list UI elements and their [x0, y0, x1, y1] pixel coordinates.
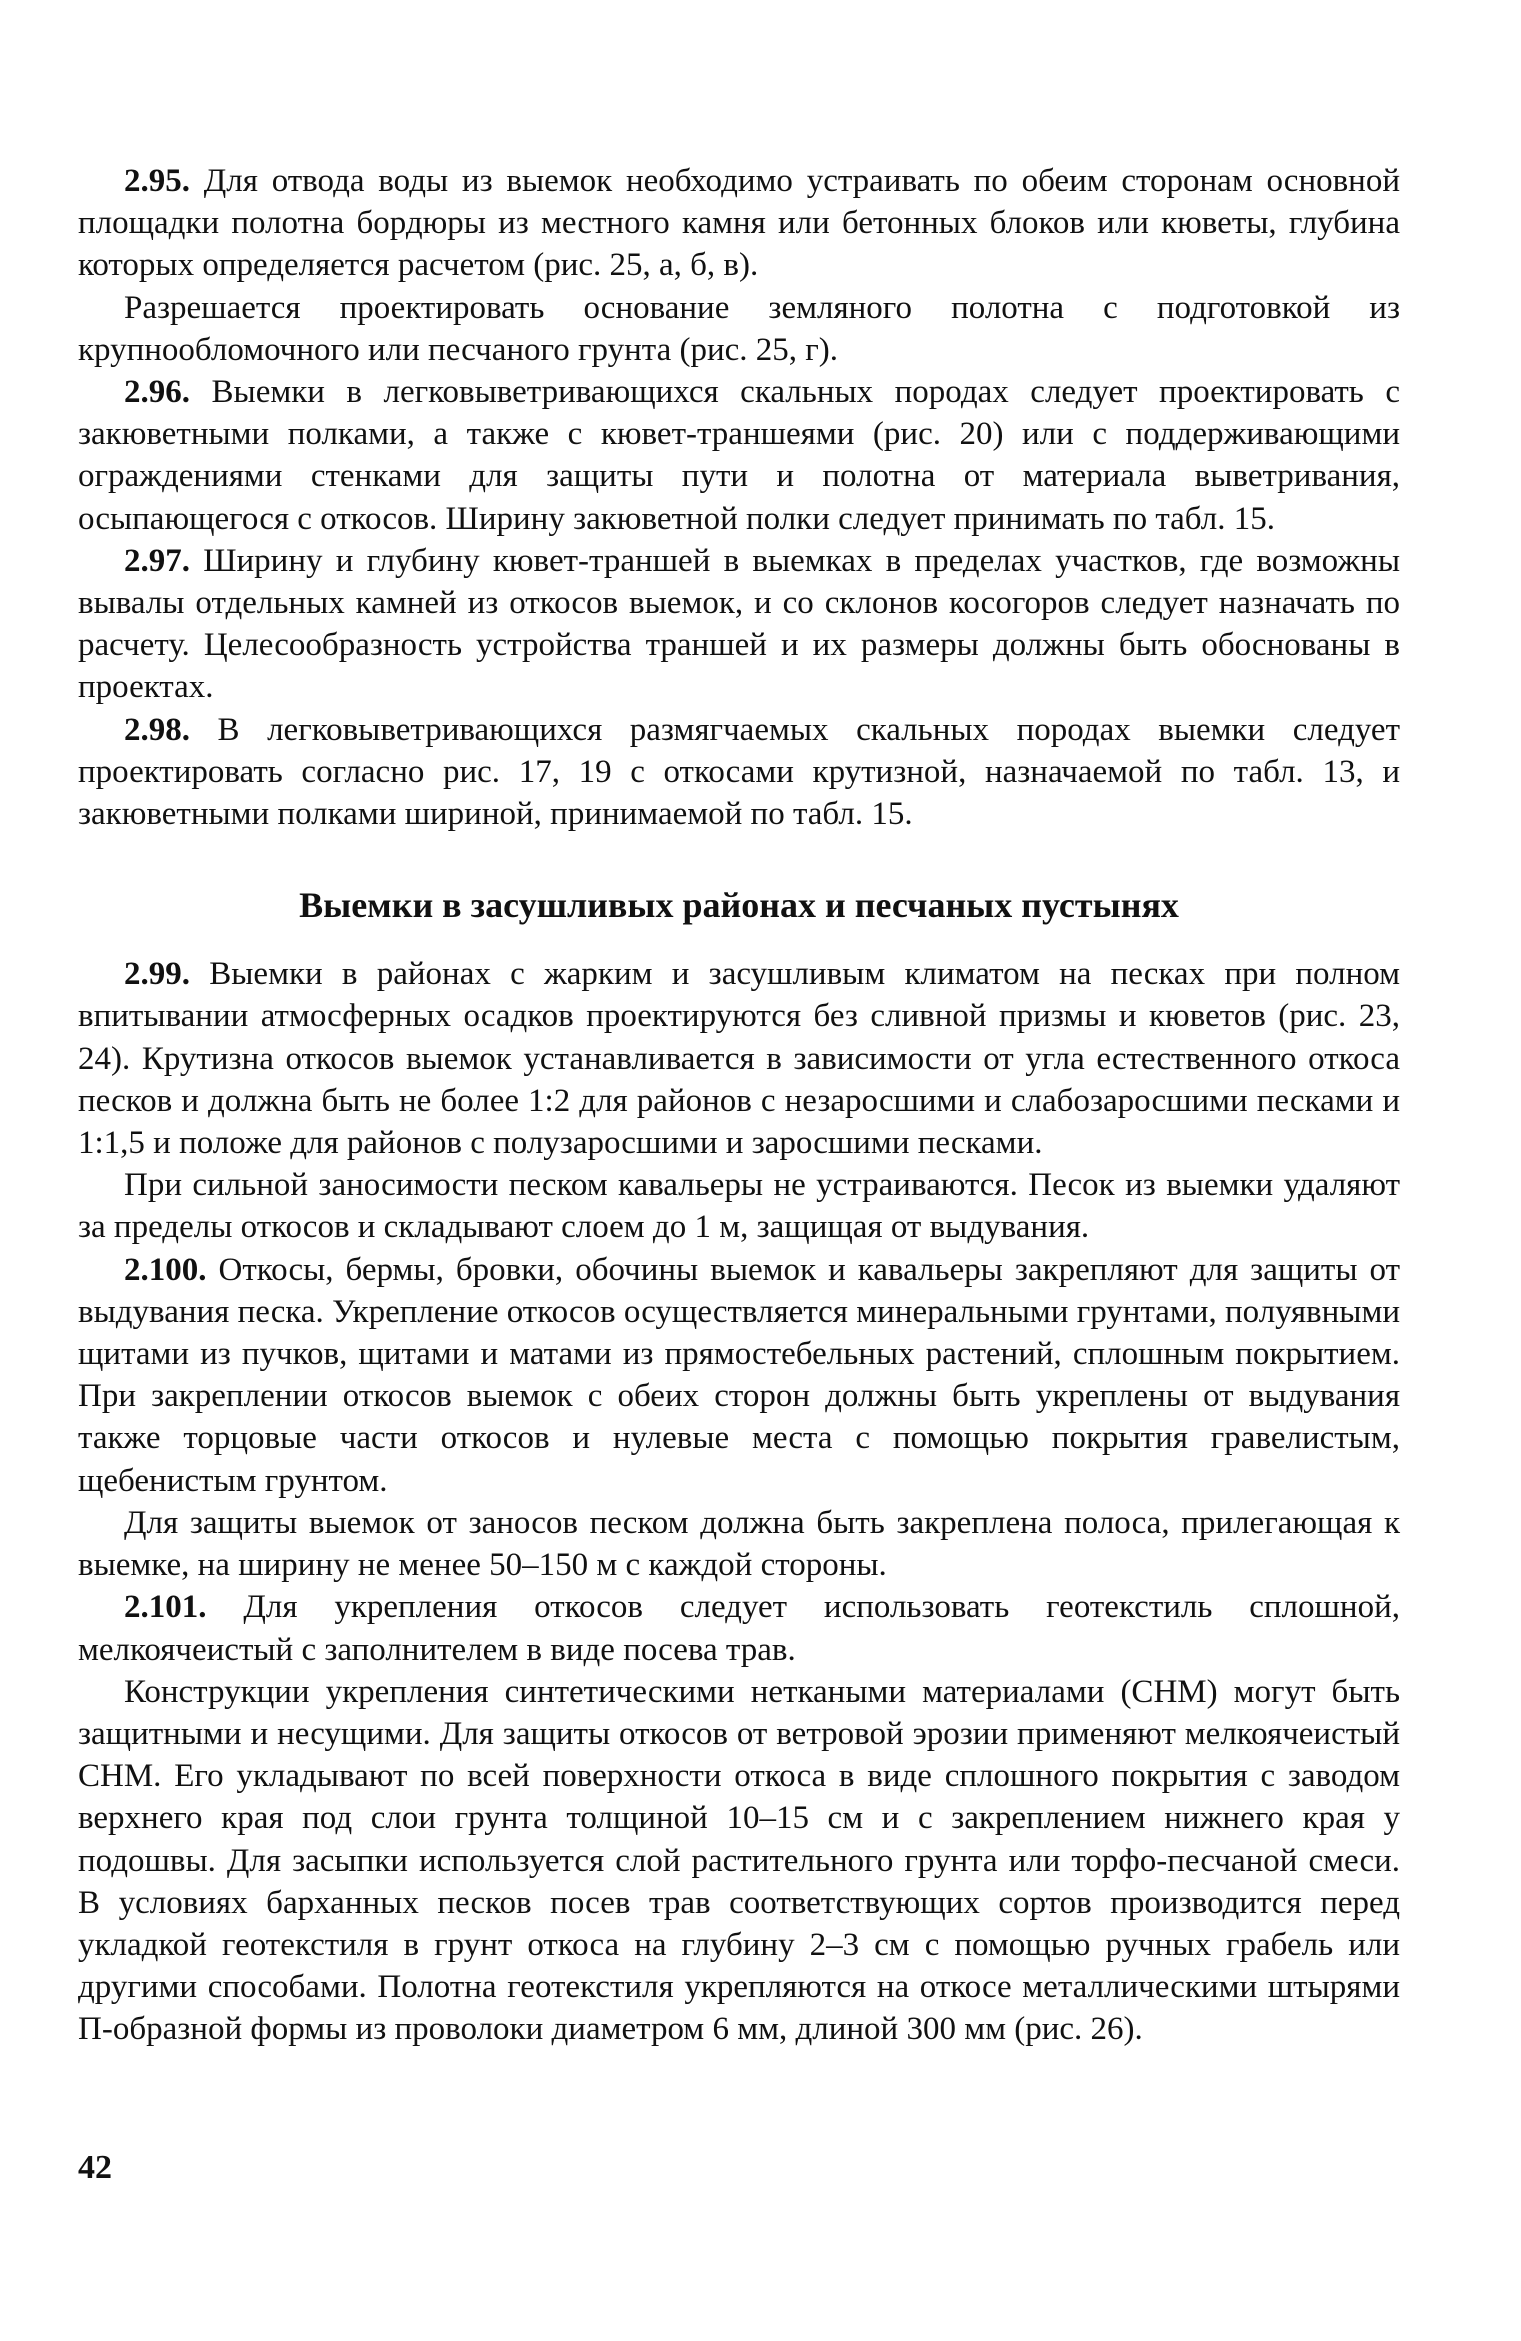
paragraph-text: При сильной заносимости песком кавальеры не устраиваются. Песок из выемки удаляют за пределы откосов и складывают слоем до 1 м, защищая от выдувания. [78, 1167, 1400, 1246]
page-number: 42 [78, 2149, 112, 2186]
paragraph-2-100 [78, 1249, 1400, 1502]
paragraph-text: Разрешается проектировать основание земляного полотна с подготовкой из крупнообломочного или песчаного грунта (рис. 25, г). [78, 289, 1400, 368]
paragraph-text: Для укрепления откосов следует использовать геотекстиль сплошной, мелкоячеистый с заполнителем в виде посева трав. [78, 1589, 1401, 1668]
paragraph-text: Ширину и глубину кювет-траншей в выемках в пределах участков, где возможны вывалы отдельных камней из откосов выемок, и со склонов косогоров следует назначать по расчету. Целесообразность устройства траншей и их размеры должны быть обоснованы в проектах. [78, 542, 1400, 706]
paragraph-text: Для защиты выемок от заносов песком должна быть закреплена полоса, прилегающая к выемке, на ширину не менее 50–150 м с каждой стороны. [78, 1504, 1400, 1584]
page-body [78, 160, 1400, 2051]
paragraph-2-95 [78, 160, 1400, 287]
paragraph-2-99 [78, 953, 1400, 1164]
paragraph-text: Откосы, бермы, бровки, обочины выемок и кавальеры закрепляют для защиты от выдувания песка. Укрепление откосов осуществляется минеральными грунтами, полуявными щитами из пучков, щитами и матами из прямостебельных растений, сплошным покрытием. При закреплении откосов выемок с обеих сторон должны быть укреплены от выдувания также торцовые части откосов и нулевые места с помощью покрытия гравелистым, щебенистым грунтом. [78, 1251, 1401, 1499]
paragraph-number: 2.95. [124, 163, 190, 199]
paragraph-text: Выемки в легковыветривающихся скальных породах следует проектировать с закюветными полками, а также с кювет-траншеями (рис. 20) или с поддерживающими ограждениями стенками для защиты пути и полотна от материала выветривания, осыпающегося с откосов. Ширину закюветной полки следует принимать по табл. 15. [78, 374, 1400, 537]
paragraph-number: 2.98. [124, 711, 190, 748]
paragraph-text: Конструкции укрепления синтетическими неткаными материалами (СНМ) могут быть защитными и несущими. Для защиты откосов от ветровой эрозии применяют мелкоячеистый СНМ. Его укладывают по всей поверхности откоса в виде сплошного покрытия с заводом верхнего края под слои грунта толщиной 10–15 см и с закреплением нижнего края у подошвы. Для засыпки используется слой растительного грунта или торфо-песчаной смеси. В условиях барханных песков посев трав соответствующих сортов производится перед укладкой геотекстиля в грунт откоса на глубину 2–3 см с помощью ручных грабель или другими способами. Полотна геотекстиля укрепляются на откосе металлическими штырями П-образной формы из проволоки диаметром 6 мм, длиной 300 мм (рис. 26). [78, 1673, 1400, 2048]
paragraph-text: В легковыветривающихся размягчаемых скальных породах выемки следует проектировать согласно рис. 17, 19 с откосами крутизной, назначаемой по табл. 13, и закюветными полками шириной, принимаемой по табл. 15. [78, 711, 1400, 833]
paragraph-number: 2.100. [124, 1251, 207, 1288]
paragraph-2-101 [78, 1586, 1400, 1670]
paragraph-number: 2.97. [124, 542, 190, 579]
paragraph-2-96 [78, 371, 1400, 540]
paragraph-2-101-continued [78, 1671, 1400, 2051]
paragraph-2-99-continued [78, 1164, 1400, 1248]
paragraph-2-98 [78, 709, 1400, 836]
section-heading: Выемки в засушливых районах и песчаных пустынях [299, 885, 1179, 926]
paragraph-text: Выемки в районах с жарким и засушливым климатом на песках при полном впитывании атмосферных осадков проектируются без сливной призмы и кюветов (рис. 23, 24). Крутизна откосов выемок устанавливается в зависимости от угла естественного откоса песков и должна быть не более 1:2 для районов с незаросшими и слабозаросшими песками и 1:1,5 и положе для районов с полузаросшими и заросшими песками. [78, 956, 1400, 1162]
paragraph-number: 2.99. [124, 956, 190, 993]
paragraph-2-97 [78, 540, 1400, 709]
paragraph-text: Для отвода воды из выемок необходимо устраивать по обеим сторонам основной площадки полотна бордюры из местного камня или бетонных блоков или кюветы, глубина которых определяется расчетом (рис. 25, а, б, в). [78, 163, 1400, 284]
paragraph-number: 2.101. [124, 1589, 207, 1626]
paragraph-number: 2.96. [124, 374, 190, 411]
paragraph-2-95-continued [78, 287, 1400, 371]
paragraph-2-100-continued [78, 1502, 1400, 1586]
